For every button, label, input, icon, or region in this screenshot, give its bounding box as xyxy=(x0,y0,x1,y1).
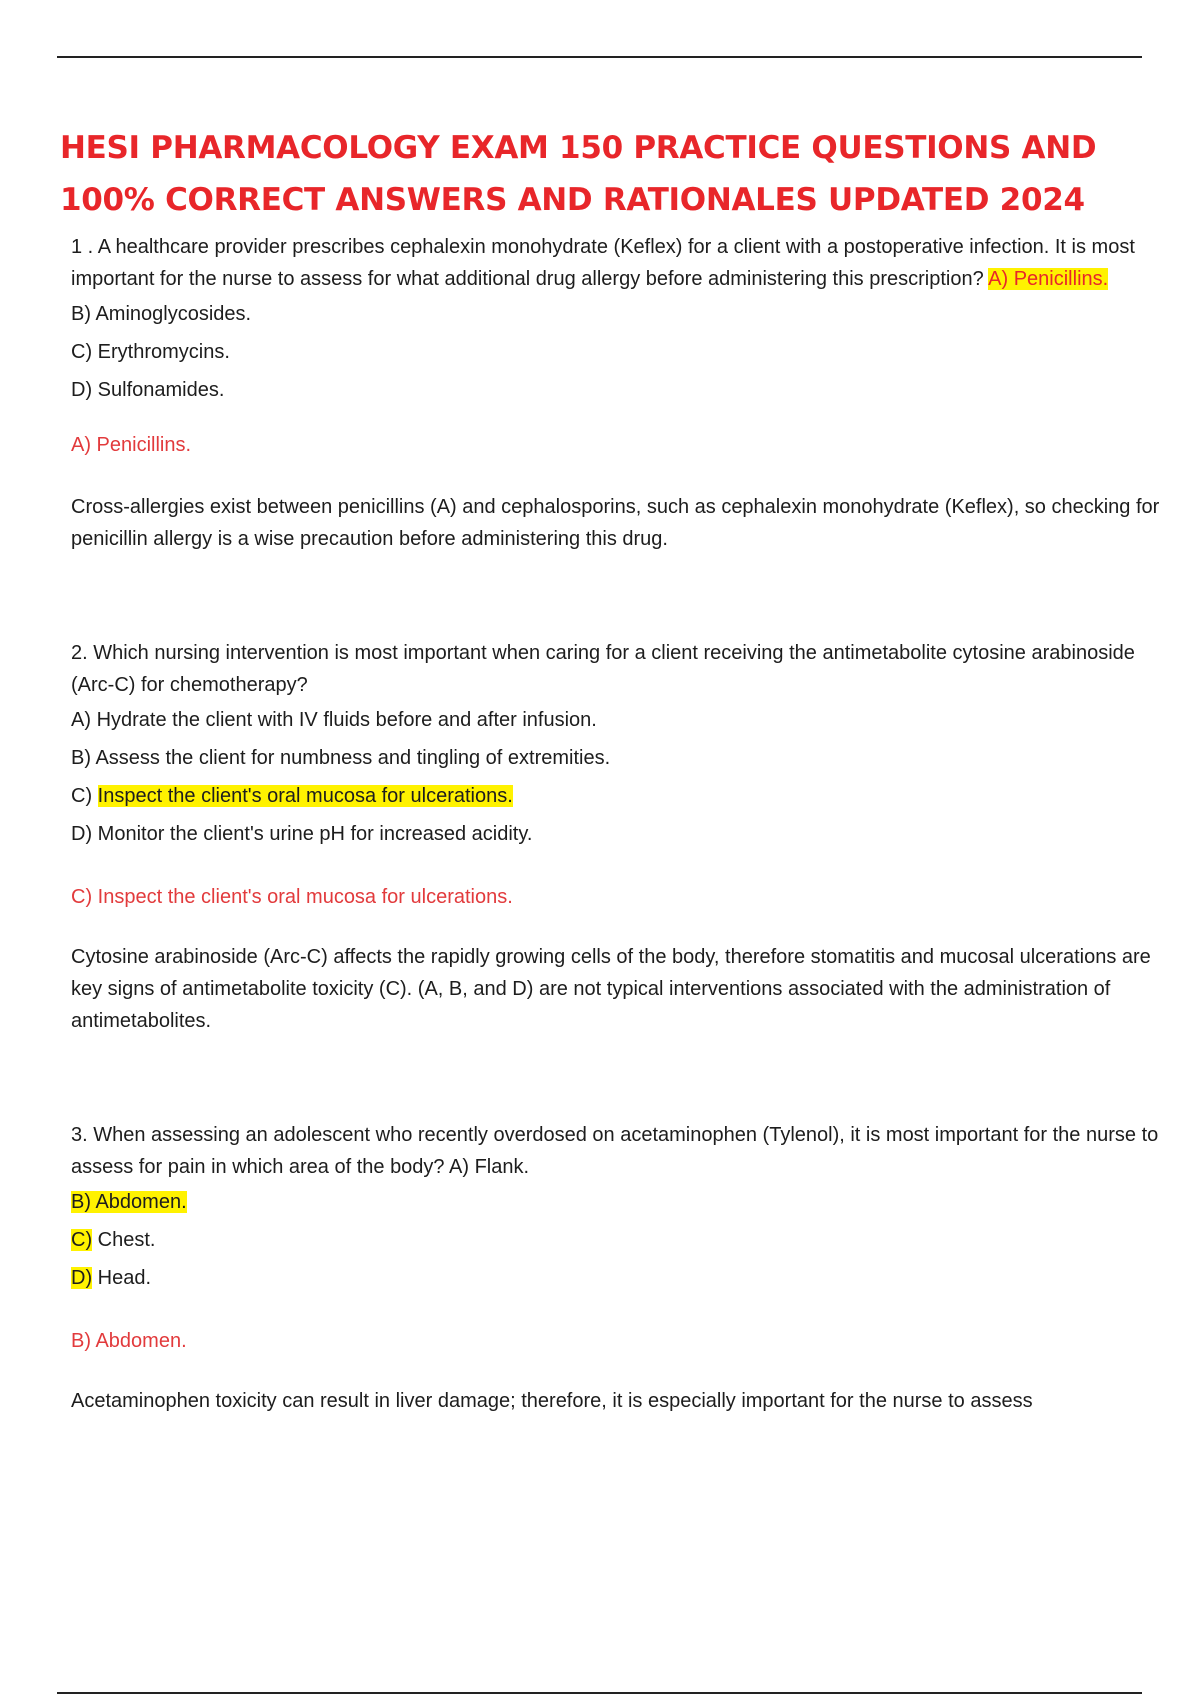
document-body xyxy=(71,231,1161,1417)
option-text: Assess the client for numbness and tingling of extremities. xyxy=(95,747,611,769)
title-line-2: 100% CORRECT ANSWERS AND RATIONALES UPDATED 2024 xyxy=(60,182,1085,218)
question-1-stem-text: 1 . A healthcare provider prescribes cephalexin monohydrate (Keflex) for a client with a postoperative infection. It is most important for the nurse to assess for what additional drug allergy before administering this prescription? xyxy=(71,236,1135,290)
option-letter: D) xyxy=(71,823,93,845)
question-1-stem xyxy=(71,231,1161,295)
question-3 xyxy=(71,1119,1161,1417)
option-text: Chest. xyxy=(97,1229,156,1251)
option-text: Hydrate the client with IV fluids before and after infusion. xyxy=(96,709,597,731)
question-1 xyxy=(71,231,1161,555)
question-2-option-b xyxy=(71,739,1161,777)
option-text: Head. xyxy=(97,1267,152,1289)
question-1-option-d: D) Sulfonamides. xyxy=(71,379,225,401)
question-2 xyxy=(71,637,1161,1037)
option-letter-highlighted: C) xyxy=(71,1229,93,1251)
question-2-option-c xyxy=(71,777,1161,815)
option-text: Abdomen. xyxy=(95,1191,187,1213)
question-1-option-b: B) Aminoglycosides. xyxy=(71,303,252,325)
option-letter: A) xyxy=(71,709,91,731)
question-2-stem: 2. Which nursing intervention is most important when caring for a client receiving the antimetabolite cytosine arabinoside (Arc-C) for chemotherapy? xyxy=(71,642,1135,696)
question-1-answer: A) Penicillins. xyxy=(71,434,192,456)
question-2-option-a xyxy=(71,701,1161,739)
question-3-answer: B) Abdomen. xyxy=(71,1330,187,1352)
question-2-option-d xyxy=(71,815,1161,853)
question-2-answer: C) Inspect the client's oral mucosa for ulcerations. xyxy=(71,886,513,908)
title-line-1: HESI PHARMACOLOGY EXAM 150 PRACTICE QUESTIONS AND xyxy=(60,130,1097,166)
question-3-stem: 3. When assessing an adolescent who recently overdosed on acetaminophen (Tylenol), it is most important for the nurse to assess for pain in which area of the body? A) Flank. xyxy=(71,1124,1159,1178)
option-highlight xyxy=(71,1191,187,1213)
question-2-rationale: Cytosine arabinoside (Arc-C) affects the rapidly growing cells of the body, therefore stomatitis and mucosal ulcerations are key signs of antimetabolite toxicity (C). (A, B, and D) are not typical interventions associated with the administration of antimetabolites. xyxy=(71,946,1151,1032)
question-1-option-c: C) Erythromycins. xyxy=(71,341,230,363)
question-3-option-d xyxy=(71,1259,1161,1297)
option-text: Monitor the client's urine pH for increased acidity. xyxy=(97,823,533,845)
question-1-inline-option: A) Penicillins. xyxy=(988,268,1109,290)
question-3-option-b xyxy=(71,1183,1161,1221)
top-rule xyxy=(57,56,1142,58)
document-title xyxy=(60,122,1140,226)
question-3-rationale: Acetaminophen toxicity can result in liver damage; therefore, it is especially important for the nurse to assess xyxy=(71,1390,1033,1412)
question-1-rationale: Cross-allergies exist between penicillins (A) and cephalosporins, such as cephalexin monohydrate (Keflex), so checking for penicillin allergy is a wise precaution before administering this drug. xyxy=(71,496,1160,550)
option-text-highlighted: Inspect the client's oral mucosa for ulcerations. xyxy=(97,785,513,807)
option-letter-highlighted: D) xyxy=(71,1267,93,1289)
option-letter: B) xyxy=(71,747,91,769)
option-letter: C) xyxy=(71,785,93,807)
question-3-option-c xyxy=(71,1221,1161,1259)
option-letter: B) xyxy=(71,1191,91,1213)
bottom-rule xyxy=(57,1692,1142,1694)
